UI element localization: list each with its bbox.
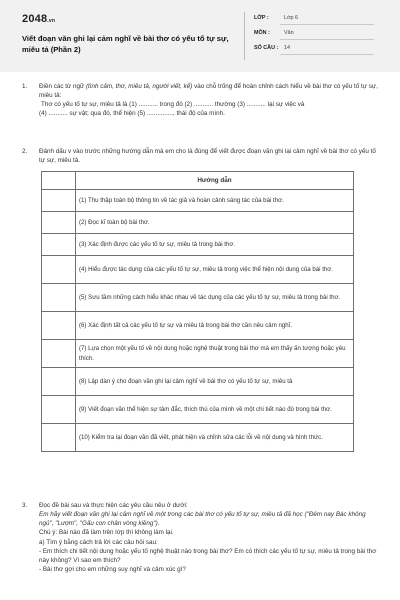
check-cell[interactable] [42,234,76,256]
site-logo [22,12,55,28]
guidance-table [41,171,354,452]
q3-note: Chú ý: Bài nào đã làm trên lớp thì không làm lại. [39,529,174,537]
meta-class [254,13,374,25]
checkbox-column-header [42,172,76,190]
question-body [39,82,378,119]
check-cell[interactable] [42,340,76,368]
table-row [42,396,354,424]
table-row [42,212,354,234]
table-cell: (9) Viết đoạn văn thể hiện sự tâm đắc, thích thú của mình về một chi tiết nào đó trong bài thơ. [76,396,354,424]
meta-subject [254,28,374,40]
question-body [39,501,378,574]
page-title: Viết đoạn văn ghi lại cảm nghĩ về bài thơ có yếu tố tự sự, miêu tả (Phần 2) [22,34,229,54]
table-cell: (1) Thu thập toàn bộ thông tin về tác giả và hoàn cảnh sáng tác của bài thơ. [76,190,354,212]
meta-subject-label: MÔN : [254,30,270,36]
table-cell: (8) Lập dàn ý cho đoạn văn ghi lại cảm nghĩ về bài thơ có yếu tố tự sự, miêu tả [76,368,354,396]
q3-prompt: Em hãy viết đoạn văn ghi lại cảm nghĩ về một trong các bài thơ có yếu tố tự sự, miêu tả đã học ("Đêm nay Bác không ngủ", "Lượm", "Gấu con chân vòng kiềng"). [39,511,366,528]
page-header [0,0,400,72]
meta-subject-rule [280,39,374,40]
check-cell[interactable] [42,212,76,234]
question-1-instruction [39,82,378,100]
q3-intro: Đọc đề bài sau và thực hiện các yêu cầu nêu ở dưới: [39,502,188,509]
q3-bullet-1: - Em thích chi tiết nội dung hoặc yếu tố nghệ thuật nào trong bài thơ? Em có thích các yếu tố tự sự, miêu tả trong bài thơ này không? Vì sao em thích? [39,547,377,564]
question-number: 2. [22,148,28,155]
meta-subject-value: Văn [284,30,294,36]
check-cell[interactable] [42,284,76,312]
table-row [42,190,354,212]
table-cell: (4) Hiểu được tác dụng của các yếu tố tự sự, miêu tả trong việc thể hiện nội dung của bài thơ. [76,256,354,284]
check-cell[interactable] [42,256,76,284]
table-row [42,234,354,256]
meta-count-value: 14 [284,45,290,51]
q3-bullet-2: - Bài thơ gợi cho em những suy nghĩ và cảm xúc gì? [39,565,186,573]
table-cell: (3) Xác định được các yếu tố tự sự, miêu tả trong bài thơ. [76,234,354,256]
table-row [42,284,354,312]
table-row [42,424,354,452]
logo-main: 2048 [22,13,48,25]
table-header: Hướng dẫn [76,172,354,190]
table-row [42,340,354,368]
check-cell[interactable] [42,396,76,424]
check-cell[interactable] [42,424,76,452]
header-divider [244,12,245,60]
question-body [39,147,378,165]
check-cell[interactable] [42,190,76,212]
table-row [42,312,354,340]
table-cell: (2) Đọc kĩ toàn bộ bài thơ. [76,212,354,234]
q3-part-a: a) Tìm ý bằng cách trả lời các câu hỏi sau: [39,538,158,546]
question-number: 1. [22,83,28,90]
meta-class-label: LỚP : [254,15,269,21]
q1-rest: vào chỗ trống để hoàn chỉnh cách hiểu về bài thơ có yếu tố tự sự, miêu tả: [39,83,378,100]
table-cell: (5) Sưu tầm những cách hiểu khác nhau về tác dụng của các yếu tố tự sự, miêu tả trong bài thơ. [76,284,354,312]
table-row [42,256,354,284]
question-number: 3. [22,502,28,509]
meta-class-rule [280,24,374,25]
table-header-row [42,172,354,190]
q1-words: (tình cảm, thơ, miêu tả, người viết, kể) [85,83,193,90]
table-cell: (10) Kiểm tra lại đoạn văn đã viết, phát hiện và chỉnh sửa các lỗi về nội dung và hình thức. [76,424,354,452]
logo-suffix: .vn [47,18,56,24]
table-cell: (7) Lựa chọn một yếu tố về nội dung hoặc nghệ thuật trong bài thơ mà em thấy ấn tượng hoặc yêu thích. [76,340,354,368]
q1-line-2: (4) ........... sự vật; qua đó, thể hiện (5) ..............., thái độ của mình. [39,110,225,118]
table-cell: (6) Xác định tất cả các yếu tố tự sự và miêu tả trong bài thơ cần nêu cảm nghĩ. [76,312,354,340]
meta-count-label: SỐ CÂU : [254,45,279,51]
check-cell[interactable] [42,312,76,340]
q1-intro: Điền các từ ngữ [39,83,86,90]
meta-count-rule [280,54,374,55]
table-row [42,368,354,396]
check-cell[interactable] [42,368,76,396]
q2-text: Đánh dấu v vào trước những hướng dẫn mà em cho là đúng để viết được đoạn văn ghi lại cảm nghĩ về bài thơ có yếu tố tự sự, miêu tả. [39,148,376,165]
q1-line-1: Thơ có yếu tố tự sự, miêu tả là (1) ........... trong đó (2) ........... thường (3) ........... lại sự việc và [41,101,305,109]
meta-class-value: Lớp 6 [284,15,299,21]
meta-count [254,43,374,55]
